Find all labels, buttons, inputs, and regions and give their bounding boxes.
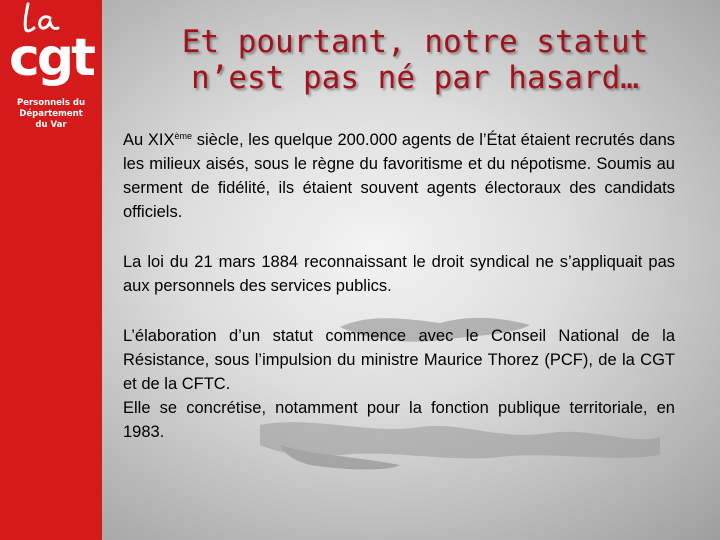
slide-title-line-2: n’est pas né par hasard…	[191, 60, 639, 96]
paragraph-law-1884: La loi du 21 mars 1884 reconnaissant le droit syndical ne s’appliquait pas aux personnels des services publics.	[123, 253, 675, 295]
slide-title	[130, 24, 700, 96]
slide-title-line-1: Et pourtant, notre statut	[181, 24, 649, 60]
slide-body	[123, 128, 675, 470]
logo-subtitle-line-2: Département	[19, 109, 83, 119]
superscript-eme: ème	[174, 131, 193, 141]
paragraph-cnr: L’élaboration d’un statut commence avec le Conseil National de la Résistance, sous l’impulsion du ministre Maurice Thorez (PCF), de la CGT et de la CFTC.	[123, 327, 675, 393]
logo-subtitle-line-3: du Var	[35, 120, 67, 130]
logo-subtitle	[0, 98, 102, 131]
paragraph-19th-century	[123, 128, 675, 224]
paragraph-1983: Elle se concrétise, notamment pour la fonction publique territoriale, en 1983.	[123, 399, 675, 441]
cgt-sidebar	[0, 0, 102, 540]
paragraph-19th-century-rest: siècle, les quelque 200.000 agents de l’État étaient recrutés dans les milieux aisés, sous le règne du favoritisme et du népotisme. Soumis au serment de fidélité, ils étaient souvent agents électoraux des candidats officiels.	[123, 131, 675, 221]
cgt-logo-text: cgt	[9, 28, 93, 88]
paragraph-19th-century-start: Au XIX	[123, 131, 175, 149]
logo-subtitle-line-1: Personnels du	[16, 98, 86, 108]
